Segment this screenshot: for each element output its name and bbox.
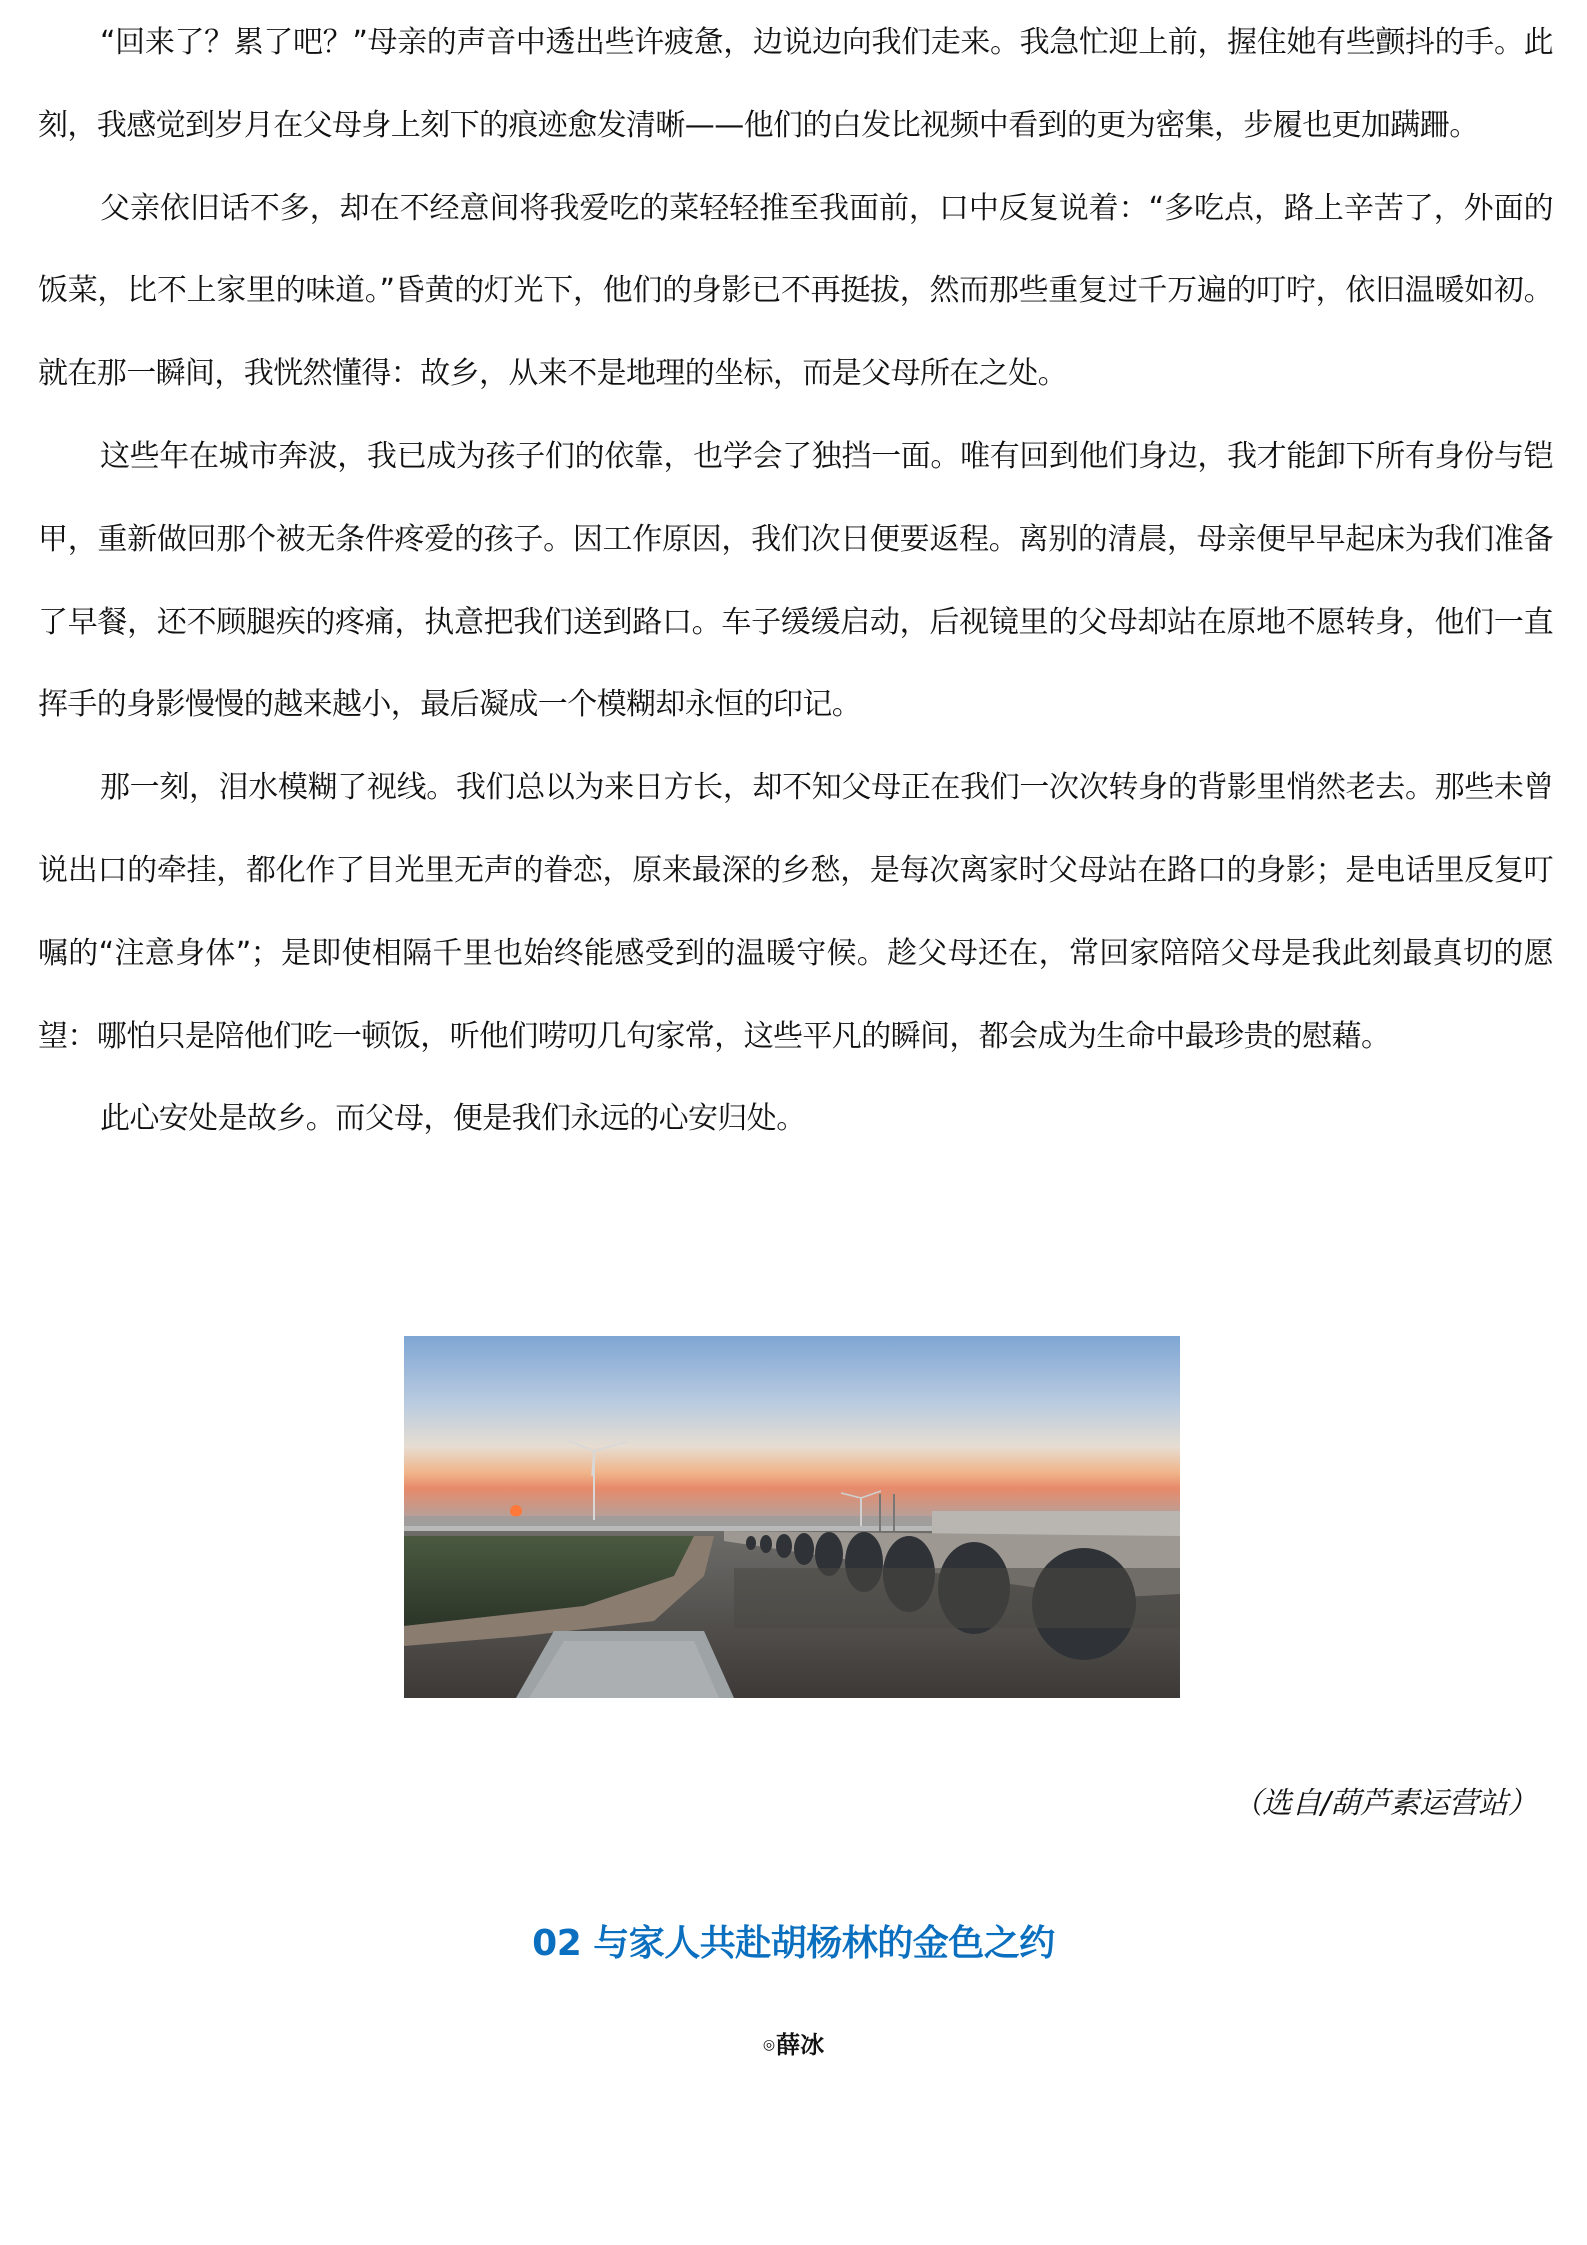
document-page (38, 0, 1553, 1161)
paragraph-3: 这些年在城市奔波，我已成为孩子们的依靠，也学会了独挡一面。唯有回到他们身边，我才能卸下所有身份与铠甲，重新做回那个被无条件疼爱的孩子。因工作原因，我们次日便要返程。离别的清晨，母亲便早早起床为我们准备了早餐，还不顾腿疾的疼痛，执意把我们送到路口。车子缓缓启动，后视镜里的父母却站在原地不愿转身，他们一直挥手的身影慢慢的越来越小，最后凝成一个模糊却永恒的印记。 (38, 438, 1553, 723)
author-name: 薛冰 (776, 2031, 825, 2059)
article-body (38, 0, 1553, 1161)
source-caption: （选自/葫芦素运营站） (1232, 1786, 1537, 1821)
paragraph-4: 那一刻，泪水模糊了视线。我们总以为来日方长，却不知父母正在我们一次次转身的背影里悄然老去。那些未曾说出口的牵挂，都化作了目光里无声的眷恋，原来最深的乡愁，是每次离家时父母站在路口的身影；是电话里反复叮嘱的“注意身体”；是即使相隔千里也始终能感受到的温暖守候。趁父母还在，常回家陪陪父母是我此刻最真切的愿望：哪怕只是陪他们吃一顿饭，听他们唠叨几句家常，这些平凡的瞬间，都会成为生命中最珍贵的慰藉。 (38, 770, 1553, 1054)
article-photo (404, 1336, 1180, 1698)
paragraph-2: 父亲依旧话不多，却在不经意间将我爱吃的菜轻轻推至我面前，口中反复说着：“多吃点，路上辛苦了，外面的饭菜，比不上家里的味道。”昏黄的灯光下，他们的身影已不再挺拔，然而那些重复过千万遍的叮咛，依旧温暖如初。就在那一瞬间，我恍然懂得：故乡，从来不是地理的坐标，而是父母所在之处。 (38, 190, 1553, 392)
author-byline (0, 2025, 1587, 2060)
sunset-bridge-image (404, 1336, 1180, 1698)
paragraph-1: “回来了？累了吧？”母亲的声音中透出些许疲惫，边说边向我们走来。我急忙迎上前，握住她有些颤抖的手。此刻，我感觉到岁月在父母身上刻下的痕迹愈发清晰——他们的白发比视频中看到的更为密集，步履也更加蹒跚。 (38, 25, 1553, 143)
author-mark-icon: ◎ (762, 2037, 776, 2053)
section-heading: 02 与家人共赴胡杨林的金色之约 (532, 1923, 1055, 1964)
paragraph-5: 此心安处是故乡。而父母，便是我们永远的心安归处。 (100, 1101, 806, 1137)
